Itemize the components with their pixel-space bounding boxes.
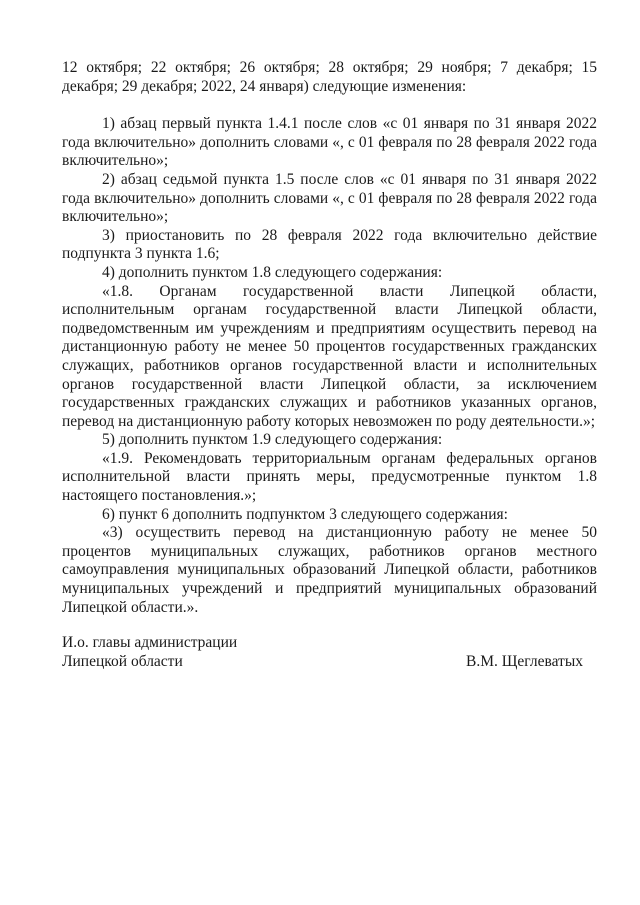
- item-3: 3) приостановить по 28 февраля 2022 года включительно действие подпункта 3 пункта 1.6;: [62, 226, 597, 263]
- quote-1-8: «1.8. Органам государственной власти Липецкой области, исполнительным органам государственной власти Липецкой области, подведомственным им учреждениям и предприятиям осуществить перевод на дистанционную работу не менее 50 процентов государственных гражданских служащих, работников органов государственной власти и исполнительных органов государственной власти Липецкой области, за исключением государственных гражданских служащих и работников указанных органов, перевод на дистанционную работу которых невозможен по роду деятельности.»;: [62, 282, 597, 430]
- document-body: [62, 59, 597, 617]
- signatory-name: В.М. Щеглеватых: [466, 652, 583, 670]
- item-1: 1) абзац первый пункта 1.4.1 после слов «с 01 января по 31 января 2022 года включительно» дополнить словами «, с 01 февраля по 28 февраля 2022 года включительно»;: [62, 115, 597, 170]
- quote-subitem-3: «3) осуществить перевод на дистанционную работу не менее 50 процентов муниципальных служащих, работников органов местного самоуправления муниципальных образований Липецкой области, работников муниципальных учреждений и предприятий муниципальных образований Липецкой области.».: [62, 524, 597, 616]
- signature-position-line1: [62, 634, 597, 653]
- item-2: 2) абзац седьмой пункта 1.5 после слов «с 01 января по 31 января 2022 года включительно» дополнить словами «, с 01 февраля по 28 февраля 2022 года включительно»;: [62, 170, 597, 226]
- item-4: 4) дополнить пунктом 1.8 следующего содержания:: [102, 263, 443, 281]
- item-5: 5) дополнить пунктом 1.9 следующего содержания:: [102, 431, 443, 449]
- item-6: 6) пункт 6 дополнить подпунктом 3 следующего содержания:: [102, 505, 508, 523]
- signature-block: [62, 634, 597, 671]
- signatory-title: И.о. главы администрации: [62, 634, 238, 651]
- signatory-region: Липецкой области: [62, 652, 183, 670]
- intro-paragraph: 12 октября; 22 октября; 26 октября; 28 октября; 29 ноября; 7 декабря; 15 декабря; 29 декабря; 2022, 24 января) следующие изменения:: [62, 59, 597, 95]
- signature-position-line2: [62, 653, 597, 672]
- quote-1-9: «1.9. Рекомендовать территориальным органам федеральных органов исполнительной власти принять меры, предусмотренные пунктом 1.8 настоящего постановления.»;: [62, 449, 597, 505]
- paragraph-gap: [62, 96, 597, 115]
